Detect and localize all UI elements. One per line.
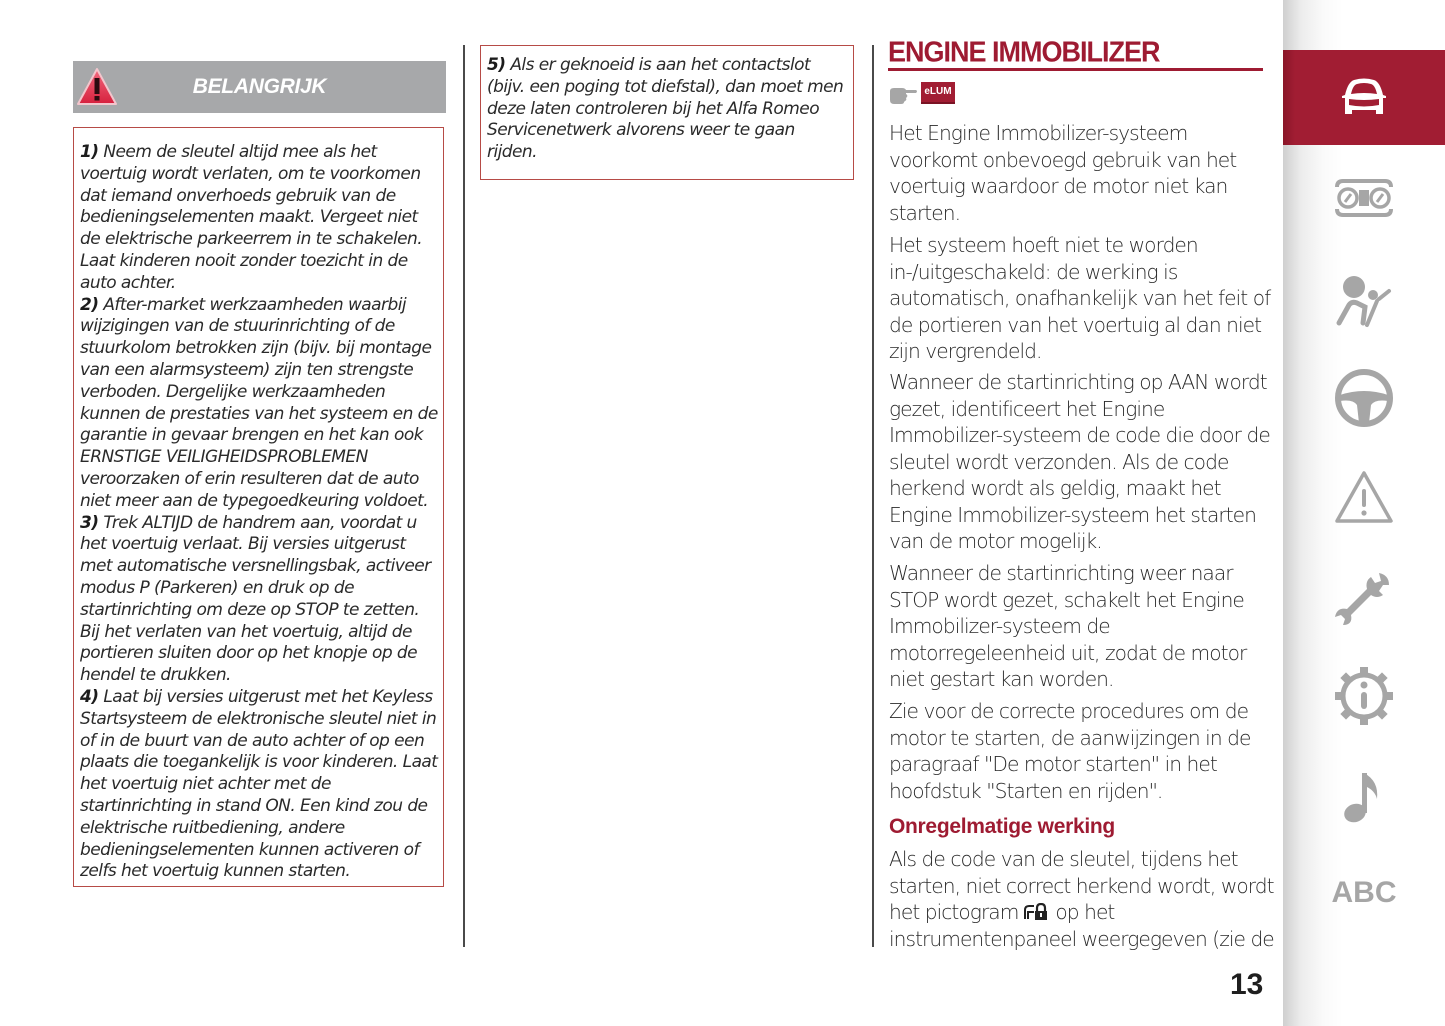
subsection-text: Als de code van de sleutel, tijdens het starten, niet correct herkend wordt, wordt het pictogram	[889, 847, 1274, 924]
note-number: 2)	[80, 294, 99, 315]
note-5	[487, 55, 849, 164]
nav-item-maintenance[interactable]	[1283, 550, 1445, 645]
note-body: Trek ALTIJD de handrem aan, voordat u het voertuig verlaat. Bij versies uitgerust met automatische versnellingsbak, activeer modus P (Parkeren) en druk op de startinrichting om deze op STOP te zetten. Bij het verlaten van het voertuig, altijd de portieren sluiten door op het knopje op de hendel te drukken.	[80, 512, 431, 686]
nav-item-emergency[interactable]	[1283, 450, 1445, 545]
note-body: Als er geknoeid is aan het contactslot (bijv. een poging tot diefstal), dan moet men deze laten controleren bij het Alfa Romeo Servicenetwerk alvorens weer te gaan rijden.	[487, 55, 844, 163]
subsection-paragraph	[889, 846, 1274, 952]
gear-info-icon	[1331, 663, 1397, 729]
instrument-cluster-icon	[1331, 165, 1397, 231]
paragraph-1: Het Engine Immobilizer-systeem voorkomt onbevoegd gebruik van het voertuig waardoor de motor niet kan starten.	[889, 121, 1237, 225]
page-number: 13	[1230, 968, 1264, 1001]
note-4	[80, 687, 439, 883]
car-icon	[1331, 65, 1397, 131]
nav-item-car[interactable]	[1283, 50, 1445, 145]
subsection-text: op het instrumentenpaneel weergegeven (zie de	[889, 900, 1274, 951]
note-number: 3)	[80, 512, 99, 533]
paragraph-2: Het systeem hoeft niet te worden in-/uitgeschakeld: de werking is automatisch, onafhankelijk van het feit of de portieren van het voertuig al dan niet zijn vergrendeld.	[889, 233, 1271, 363]
nav-item-multimedia[interactable]	[1283, 748, 1445, 843]
title-underline	[888, 68, 1263, 71]
column-divider	[872, 45, 874, 947]
warning-triangle-icon	[1331, 465, 1397, 531]
nav-item-instruments[interactable]	[1283, 150, 1445, 245]
immobilizer-lock-icon	[1024, 903, 1050, 921]
column-divider	[463, 45, 465, 947]
paragraph-4: Wanneer de startinrichting weer naar STOP wordt gezet, schakelt het Engine Immobilizer-systeem de motorregeleenheid uit, zodat de motor niet gestart kan worden.	[889, 561, 1247, 691]
note-body: Laat bij versies uitgerust met het Keyless Startsysteem de elektronische sleutel niet in of in de buurt van de auto achter of op een plaats die toegankelijk is voor kinderen. Laat het voertuig niet achter met de startinrichting in stand ON. Een kind zou de elektrische ruitbediening, andere bedieningselementen kunnen activeren of zelfs het voertuig kunnen starten.	[80, 686, 438, 882]
note-2	[80, 295, 439, 513]
airbag-seatbelt-icon	[1331, 265, 1397, 331]
note-number: 4)	[80, 686, 99, 707]
note-body: Neem de sleutel altijd mee als het voertuig wordt verlaten, om te voorkomen dat iemand onverhoeds gebruik van de bedieningselementen maakt. Vergeet niet de elektrische parkeerrem in te schakelen. Laat kinderen nooit zonder toezicht in de auto achter.	[80, 142, 423, 293]
chapter-sidebar	[1283, 0, 1445, 1026]
note-3	[80, 513, 439, 687]
index-label: ABC	[1331, 875, 1397, 909]
subsection-title: Onregelmatige werking	[889, 815, 1115, 838]
important-title: BELANGRIJK	[192, 75, 327, 98]
paragraph-3: Wanneer de startinrichting op AAN wordt gezet, identificeert het Engine Immobilizer-systeem de code die door de sleutel wordt verzonden. Als de code herkend wordt als geldig, maakt het Engine Immobilizer-systeem het starten van de motor mogelijk.	[889, 370, 1270, 553]
note-1	[80, 142, 439, 295]
pointing-hand-icon	[888, 86, 918, 106]
note-number: 5)	[487, 55, 506, 75]
nav-item-technical-data[interactable]	[1283, 648, 1445, 743]
wrench-icon	[1331, 565, 1397, 631]
important-notes-box	[73, 127, 444, 887]
steering-wheel-icon	[1331, 365, 1397, 431]
nav-item-driving[interactable]	[1283, 350, 1445, 445]
note-body: After-market werkzaamheden waarbij wijzigingen van de stuurinrichting of de stuurkolom betrokken zijn (bijv. bij montage van een alarmsysteem) zijn ten strengste verboden. Dergelijke werkzaamheden kunnen de prestaties van het systeem en de garantie in gevaar brengen en het kan ook ERNSTIGE VEILIGHEIDSPROBLEMEN veroorzaken of erin resulteren dat de auto niet meer aan de typegoedkeuring voldoet.	[80, 294, 438, 511]
note-number: 1)	[80, 142, 99, 162]
elum-badge[interactable]: eLUM	[921, 82, 955, 104]
nav-item-index[interactable]	[1283, 845, 1445, 940]
nav-item-safety[interactable]	[1283, 250, 1445, 345]
important-header	[73, 61, 446, 113]
note-5-box	[480, 45, 854, 180]
paragraph-5: Zie voor de correcte procedures om de motor te starten, de aanwijzingen in de paragraaf "De motor starten" in het hoofdstuk "Starten en rijden".	[889, 699, 1251, 803]
music-note-icon	[1331, 763, 1397, 829]
section-title: ENGINE IMMOBILIZER	[888, 36, 1160, 68]
